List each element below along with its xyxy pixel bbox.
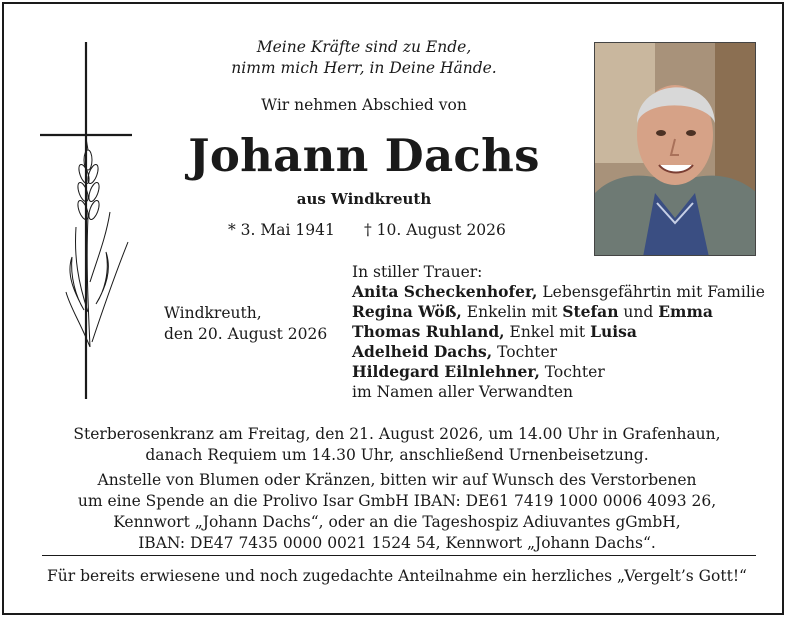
donation-line-1: Anstelle von Blumen oder Kränzen, bitten wir auf Wunsch des Verstorbenen	[97, 471, 697, 489]
donation-info	[14, 470, 780, 554]
portrait-photo	[594, 42, 756, 256]
verse-line-2: nimm mich Herr, in Deine Hände.	[231, 59, 497, 77]
birth-date: * 3. Mai 1941	[228, 221, 335, 239]
death-date: † 10. August 2026	[364, 221, 506, 239]
mourners-heading: In stiller Trauer:	[352, 263, 483, 281]
service-info	[14, 424, 780, 466]
thanks-text: Für bereits erwiesene und noch zugedachte Anteilnahme ein herzliches „Vergelt’s Gott!“	[47, 567, 747, 585]
farewell-text: Wir nehmen Abschied von	[261, 96, 467, 114]
obituary-card	[2, 2, 784, 615]
list-item: Anita Scheckenhofer, Lebensgefährtin mit Familie	[352, 282, 765, 301]
list-item: Thomas Ruhland, Enkel mit Luisa	[352, 322, 637, 341]
list-item: Adelheid Dachs, Tochter	[352, 342, 558, 361]
service-line-2: danach Requiem um 14.30 Uhr, anschließend Urnenbeisetzung.	[145, 446, 649, 464]
deceased-origin: aus Windkreuth	[296, 190, 432, 208]
cross-with-wheat-icon	[40, 42, 136, 402]
deceased-name: Johann Dachs	[188, 129, 540, 182]
place-date	[164, 303, 327, 345]
verse	[154, 37, 574, 79]
mourners-closing: im Namen aller Verwandten	[352, 383, 573, 401]
divider	[42, 555, 756, 556]
list-item: Regina Wöß, Enkelin mit Stefan und Emma	[352, 302, 713, 321]
donation-line-4: IBAN: DE47 7435 0000 0021 1524 54, Kennwort „Johann Dachs“.	[138, 534, 656, 552]
donation-line-2: um eine Spende an die Prolivo Isar GmbH IBAN: DE61 7419 1000 0006 4093 26,	[77, 492, 717, 510]
donation-line-3: Kennwort „Johann Dachs“, oder an die Tageshospiz Adiuvantes gGmbH,	[113, 513, 681, 531]
place-line: Windkreuth,	[164, 304, 262, 322]
service-line-1: Sterberosenkranz am Freitag, den 21. August 2026, um 14.00 Uhr in Grafenhaun,	[73, 425, 721, 443]
mourners-list	[352, 262, 765, 402]
list-item: Hildegard Eilnlehner, Tochter	[352, 362, 605, 381]
verse-line-1: Meine Kräfte sind zu Ende,	[256, 38, 472, 56]
date-line: den 20. August 2026	[164, 325, 328, 343]
